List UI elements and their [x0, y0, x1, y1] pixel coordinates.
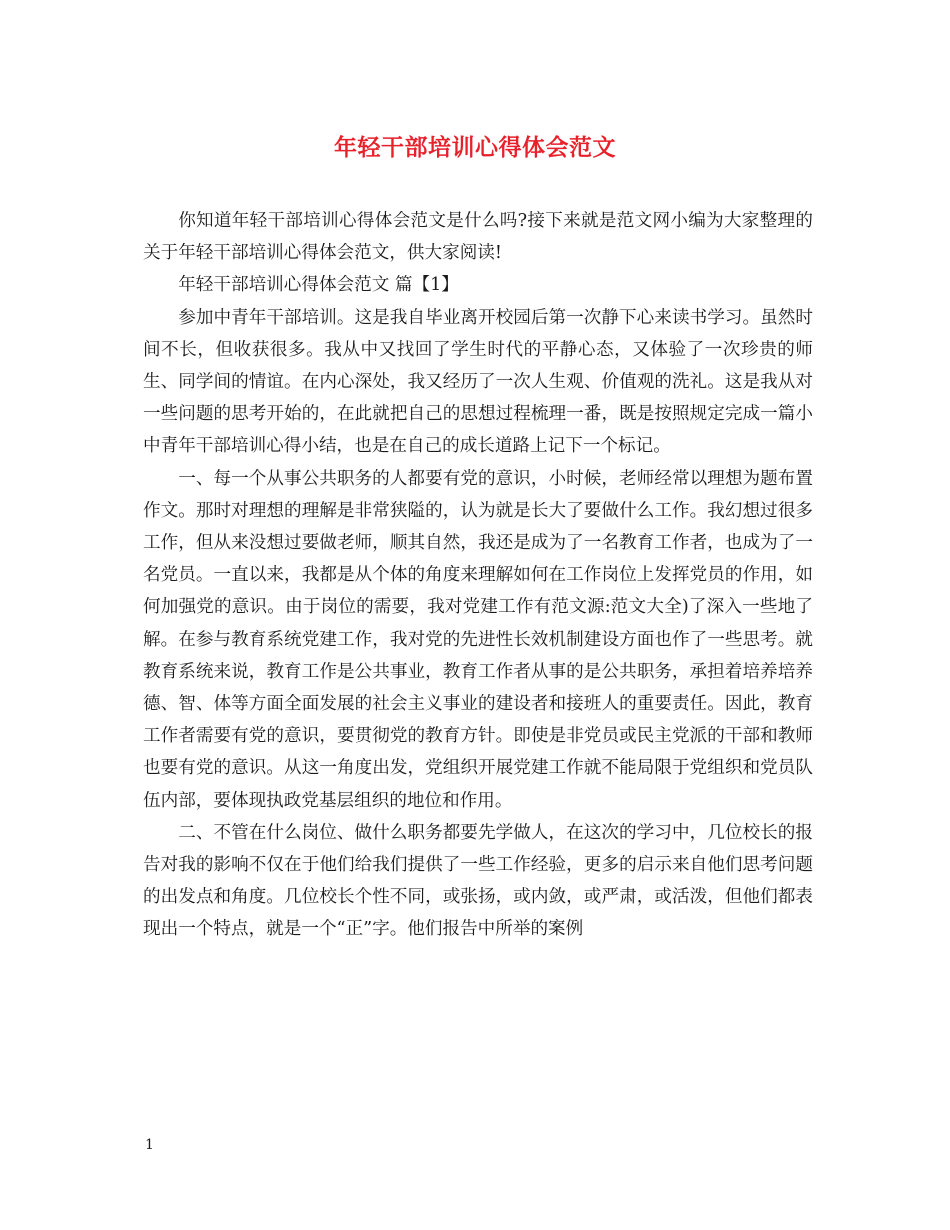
page-number: 1 — [145, 1137, 154, 1153]
body-paragraph-3: 二、不管在什么岗位、做什么职务都要先学做人，在这次的学习中，几位校长的报告对我的影响不仅在于他们给我们提供了一些工作经验，更多的启示来自他们思考问题的出发点和角度。几位校长个性不同，或张扬，或内敛，或严肃，或活泼，但他们都表现出一个特点，就是一个“正”字。他们报告中所举的案例 — [143, 822, 813, 940]
body-paragraph-1: 参加中青年干部培训。这是我自毕业离开校园后第一次静下心来读书学习。虽然时间不长，但收获很多。我从中又找回了学生时代的平静心态，又体验了一次珍贵的师生、同学间的情谊。在内心深处，我又经历了一次人生观、价值观的洗礼。这是我从对一些问题的思考开始的，在此就把自己的思想过程梳理一番，既是按照规定完成一篇小中青年干部培训心得小结，也是在自己的成长道路上记下一个标记。 — [143, 307, 813, 457]
intro-paragraph: 你知道年轻干部培训心得体会范文是什么吗?接下来就是范文网小编为大家整理的关于年轻干部培训心得体会范文，供大家阅读! — [143, 211, 813, 264]
document-body — [143, 205, 813, 946]
body-paragraph-2: 一、每一个从事公共职务的人都要有党的意识，小时候，老师经常以理想为题布置作文。那时对理想的理解是非常狭隘的，认为就是长大了要做什么工作。我幻想过很多工作，但从来没想过要做老师，顺其自然，我还是成为了一名教育工作者，也成为了一名党员。一直以来，我都是从个体的角度来理解如何在工作岗位上发挥党员的作用，如何加强党的意识。由于岗位的需要，我对党建工作有范文源:范文大全)了深入一些地了解。在参与教育系统党建工作，我对党的先进性长效机制建设方面也作了一些思考。就教育系统来说，教育工作是公共事业，教育工作者从事的是公共职务，承担着培养培养德、智、体等方面全面发展的社会主义事业的建设者和接班人的重要责任。因此，教育工作者需要有党的意识，要贯彻党的教育方针。即使是非党员或民主党派的干部和教师也要有党的意识。从这一角度出发，党组织开展党建工作就不能局限于党组织和党员队伍内部，要体现执政党基层组织的地位和作用。 — [143, 468, 813, 811]
section-heading: 年轻干部培训心得体会范文 篇【1】 — [178, 275, 459, 296]
document-title: 年轻干部培训心得体会范文 — [334, 134, 616, 161]
